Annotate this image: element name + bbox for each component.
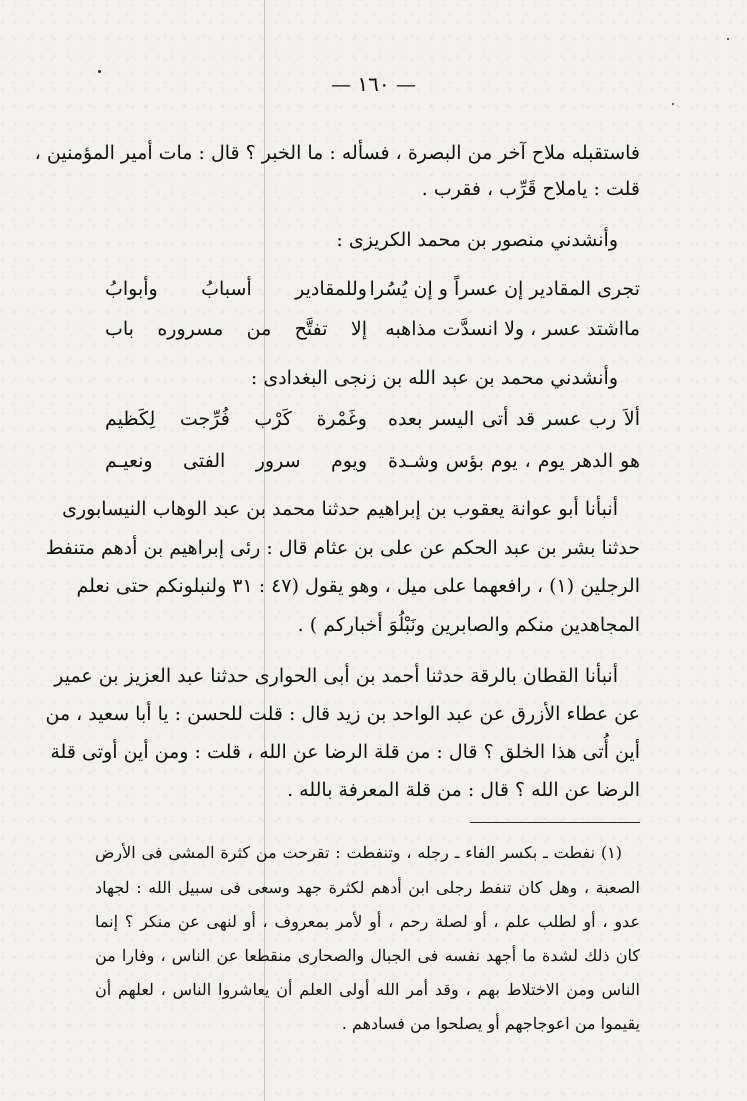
paragraph-1-line-1: فاستقبله ملاح آخر من البصرة ، فسأله : ما الخبر ؟ قال : مات أمير المؤمنين ، [34, 142, 640, 164]
paragraph-2-line-2: حدثنا بشر بن عبد الحكم عن على بن عثام قال : رئى إبراهيم بن أدهم متنفط [45, 537, 640, 559]
ink-speck [727, 38, 729, 40]
poem-2-verse-2-first-hemistich: هو الدهر يوم ، يوم بؤس وشـدة [388, 450, 640, 472]
paragraph-2-line-3: الرجلين (١) ، رافعهما على ميل ، وهو يقول (٤٧ : ٣١ ولنبلونكم حتى نعلم [76, 575, 640, 597]
poem-1-intro: وأنشدني منصور بن محمد الكريزى : [336, 229, 618, 251]
ink-speck [672, 103, 674, 105]
paragraph-3-line-3: أين أُتى هذا الخلق ؟ قال : من قلة الرضا عن الله ، قلت : ومن أين أوتى قلة [50, 741, 640, 763]
poem-2-intro: وأنشدني محمد بن عبد الله بن زنجى البغدادى : [250, 367, 618, 389]
poem-2-verse-1-first-hemistich: ألاَ رب عسر قد أتى اليسر بعده [388, 408, 640, 430]
poem-1-verse-2-second-hemistich: إلا تفتَّح من مسروره باب [105, 318, 367, 340]
poem-1-verse-1-second-hemistich: وللمقادير أسبابُ وأبوابُ [105, 278, 367, 300]
paragraph-3-line-1: أنبأنا القطان بالرقة حدثنا أحمد بن أبى الحوارى حدثنا عبد العزيز بن عمير [54, 665, 618, 687]
footnote-line-1: (١) نفطت ـ بكسر الفاء ـ رجله ، وتنفطت : تقرحت من كثرة المشى فى الأرض [95, 843, 622, 862]
paragraph-3-line-2: عن عطاء الأزرق عن عبد الواحد بن زيد قال : قلت للحسن : يا أبا سعيد ، من [45, 703, 640, 725]
footnote-separator [470, 822, 640, 823]
footnote-line-4: كان ذلك لشدة ما أجهد نفسه فى الجبال والصحارى منقطعا عن الناس ، وفارا من [95, 946, 640, 965]
footnote-line-5: الناس ومن الاختلاط بهم ، وقد أمر الله أولى العلم أن يعاشروا الناس ، لعلهم أن [95, 980, 641, 999]
poem-2-verse-2-second-hemistich: ويوم سرور الفتى ونعيـم [105, 450, 367, 472]
paragraph-1-line-2: قلت : ياملاح قَرِّب ، فقرب . [421, 178, 640, 200]
paragraph-2-line-1: أنبأنا أبو عوانة يعقوب بن إبراهيم حدثنا محمد بن عبد الوهاب النيسابورى [62, 498, 618, 520]
footnote-line-3: عدو ، أو لطلب علم ، أو لصلة رحم ، أو لأمر بمعروف ، أو لنهى عن منكر ؟ إنما [95, 912, 641, 931]
paragraph-3-line-4: الرضا عن الله ؟ قال : من قلة المعرفة بالله . [287, 779, 640, 801]
poem-1-verse-2-first-hemistich: مااشتد عسر ، ولا انسدَّت مذاهبه [385, 318, 640, 340]
footnote-line-2: الصعبة ، وهل كان تنفط رجلى ابن أدهم لكثرة جهد وسعى فى سبيل الله : لجهاد [95, 878, 640, 897]
poem-2-verse-1-second-hemistich: وغَمْرة كَرْب فُرِّجت لِكَظيم [105, 408, 367, 430]
page-number: — ١٦٠ — [331, 72, 416, 96]
footnote-line-6: يقيموا من اعوجاجهم أو يصلحوا من فسادهم . [341, 1014, 640, 1033]
poem-1-verse-1-first-hemistich: تجرى المقادير إن عسراً و إن يُسُرا [369, 278, 640, 300]
paragraph-2-line-4: المجاهدين منكم والصابرين ونَبْلُوَ أخباركم ) . [297, 614, 640, 636]
